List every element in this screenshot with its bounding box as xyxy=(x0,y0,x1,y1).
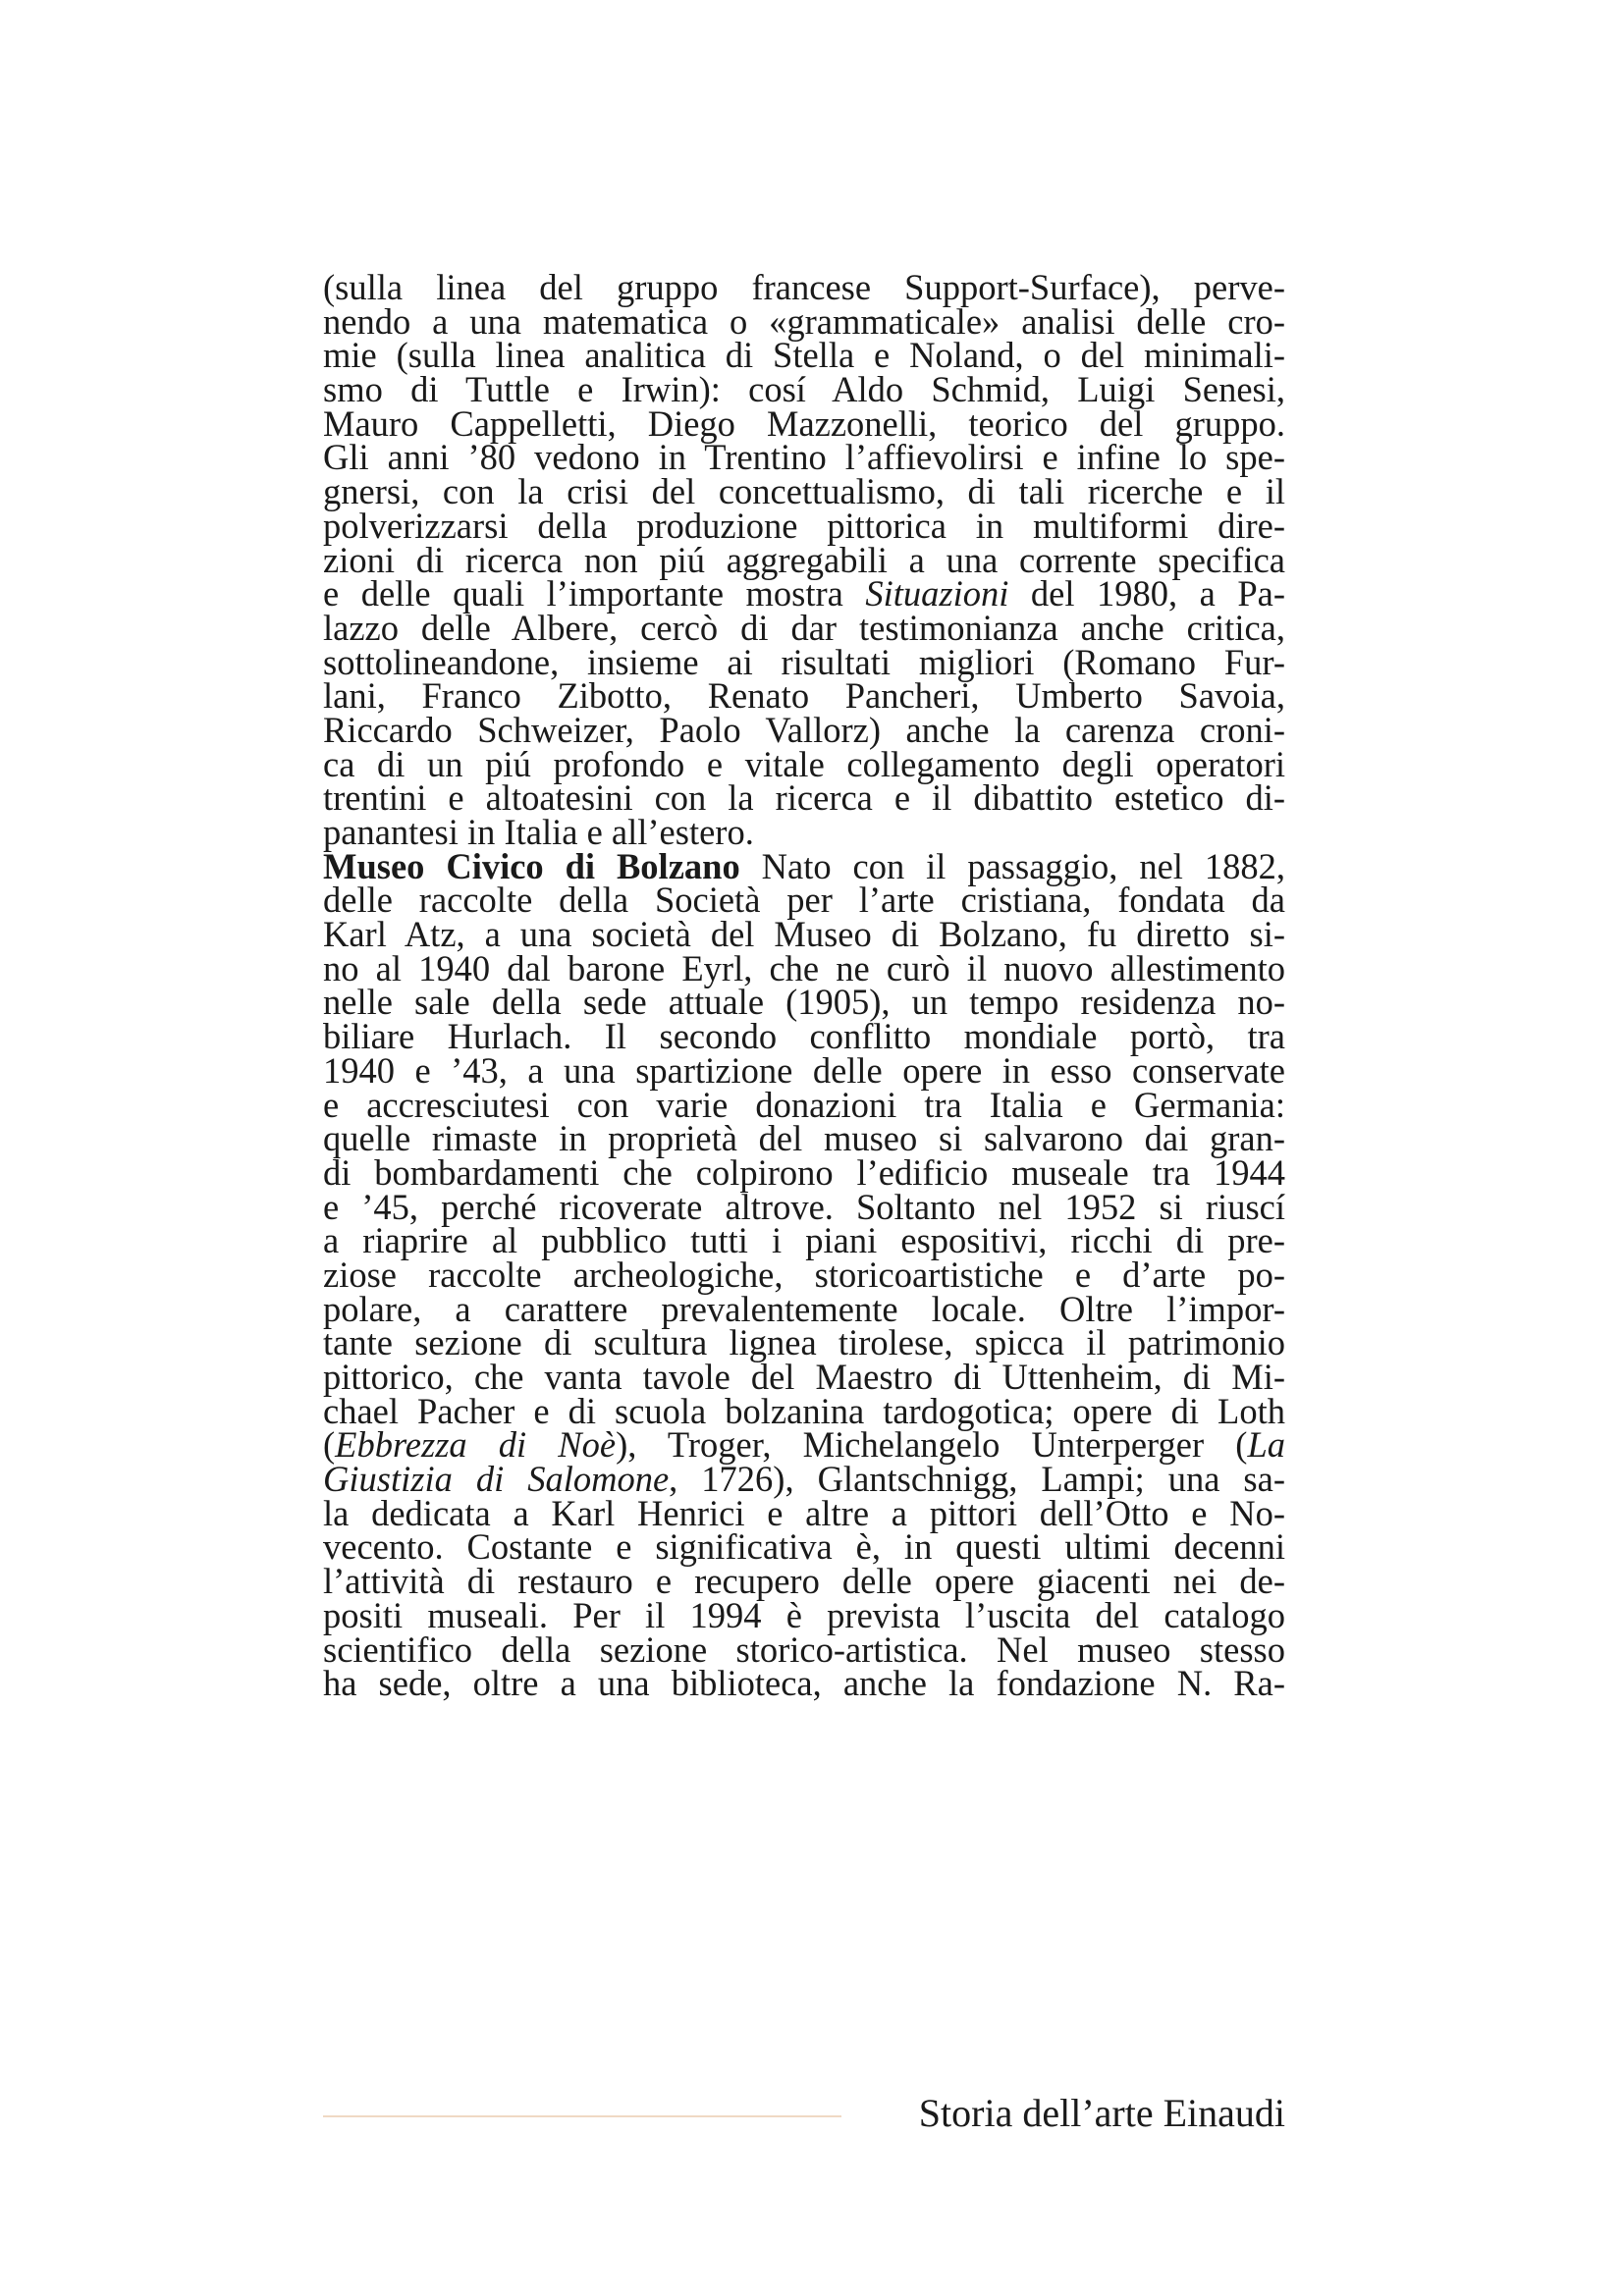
text-line xyxy=(323,300,1285,342)
italic-title: Ebbrezza di Noè xyxy=(335,1424,617,1466)
text-line xyxy=(323,1492,1285,1533)
text-segment: biliare Hurlach. Il secondo conflitto mondiale portò, tra xyxy=(323,1016,1285,1057)
entry-heading: Museo Civico di Bolzano xyxy=(323,845,740,886)
text-segment: Gli anni ’80 vedono in Trentino l’affievolirsi e infine lo spe- xyxy=(323,437,1285,478)
text-segment: panantesi in Italia e all’estero. xyxy=(323,812,754,852)
text-line xyxy=(323,1049,1285,1091)
text-line xyxy=(323,675,1285,717)
text-segment: Nato con il passaggio, nel 1882, xyxy=(739,845,1285,886)
text-segment: del 1980, a Pa- xyxy=(1008,573,1286,614)
text-segment: la dedicata a Karl Henrici e altre a pittori dell’Otto e No- xyxy=(323,1492,1285,1533)
text-segment: tante sezione di scultura lignea tirolese, spicca il patrimonio xyxy=(323,1322,1285,1363)
text-line xyxy=(323,1526,1285,1568)
text-segment: smo di Tuttle e Irwin): cosí Aldo Schmid, Luigi Senesi, xyxy=(323,369,1285,410)
text-segment: delle raccolte della Società per l’arte cristiana, fondata da xyxy=(323,880,1285,921)
text-line xyxy=(323,267,1285,307)
text-segment: Mauro Cappelletti, Diego Mazzonelli, teorico del gruppo. xyxy=(323,402,1285,444)
footer-rule xyxy=(323,2115,841,2117)
text-segment: scientifico della sezione storico-artistica. Nel museo stesso xyxy=(323,1629,1285,1670)
text-line xyxy=(323,845,1285,886)
text-segment: l’attività di restauro e recupero delle opere giacenti nei de- xyxy=(323,1561,1285,1602)
text-segment: a riaprire al pubblico tutti i piani espositivi, ricchi di pre- xyxy=(323,1220,1285,1261)
text-line xyxy=(323,1151,1285,1193)
text-line xyxy=(323,1357,1285,1397)
text-segment: positi museali. Per il 1994 è prevista l’uscita del catalogo xyxy=(323,1594,1285,1635)
text-line xyxy=(323,1220,1285,1261)
text-line xyxy=(323,1084,1285,1125)
text-line xyxy=(323,880,1285,921)
text-segment: ( xyxy=(323,1424,336,1466)
italic-title: Giustizia di Salomone xyxy=(323,1459,670,1500)
text-segment: trentini e altoatesini con la ricerca e il dibattito estetico di- xyxy=(323,777,1285,819)
text-line xyxy=(323,573,1286,614)
text-segment: sottolineandone, insieme ai risultati migliori (Romano Fur- xyxy=(323,641,1285,682)
text-segment: e delle quali l’importante mostra xyxy=(323,573,866,614)
text-line xyxy=(323,641,1285,682)
text-segment: ha sede, oltre a una biblioteca, anche la fondazione N. Ra- xyxy=(323,1663,1285,1704)
text-line xyxy=(323,1594,1285,1635)
text-segment: Karl Atz, a una società del Museo di Bolzano, fu diretto si- xyxy=(323,914,1285,955)
text-segment: mie (sulla linea analitica di Stella e Noland, o del minimali- xyxy=(323,335,1285,376)
text-segment: Riccardo Schweizer, Paolo Vallorz) anche la carenza croni- xyxy=(323,709,1285,750)
text-column xyxy=(323,267,1286,1704)
text-line xyxy=(323,402,1285,444)
text-line xyxy=(323,914,1285,955)
text-segment: gnersi, con la crisi del concettualismo, di tali ricerche e il xyxy=(323,471,1285,512)
text-line xyxy=(323,1016,1285,1057)
text-line xyxy=(323,1459,1285,1500)
text-line xyxy=(323,1186,1285,1227)
text-line xyxy=(323,369,1285,410)
text-segment: polverizzarsi della produzione pittorica in multiformi dire- xyxy=(323,505,1285,546)
text-line xyxy=(323,505,1285,546)
text-line xyxy=(323,709,1285,750)
text-segment: (sulla linea del gruppo francese Support-Surface), perve- xyxy=(323,267,1285,307)
page-body xyxy=(323,267,1286,1704)
text-line xyxy=(323,607,1285,648)
text-line xyxy=(323,437,1285,478)
text-line xyxy=(323,539,1285,580)
text-segment: ziose raccolte archeologiche, storicoartistiche e d’arte po- xyxy=(323,1254,1285,1295)
footer-title: Storia dell’arte Einaudi xyxy=(918,2091,1285,2135)
text-segment: ), Troger, Michelangelo Unterperger ( xyxy=(616,1424,1248,1466)
text-segment: nendo a una matematica o «grammaticale» analisi delle cro- xyxy=(323,300,1285,342)
text-line xyxy=(323,1629,1285,1670)
text-segment: lani, Franco Zibotto, Renato Pancheri, Umberto Savoia, xyxy=(323,675,1285,717)
text-segment: , 1726), Glantschnigg, Lampi; una sa- xyxy=(669,1459,1285,1500)
text-segment: no al 1940 dal barone Eyrl, che ne curò il nuovo allestimento xyxy=(323,947,1285,988)
text-segment: lazzo delle Albere, cercò di dar testimonianza anche critica, xyxy=(323,607,1285,648)
text-segment: e accresciutesi con varie donazioni tra Italia e Germania: xyxy=(323,1084,1285,1125)
text-line xyxy=(323,982,1285,1023)
text-segment: quelle rimaste in proprietà del museo si salvarono dai gran- xyxy=(323,1118,1285,1159)
text-line xyxy=(323,1663,1285,1704)
text-segment: 1940 e ’43, a una spartizione delle opere in esso conservate xyxy=(323,1049,1285,1091)
text-line xyxy=(323,812,1285,852)
text-line xyxy=(323,743,1285,784)
text-segment: zioni di ricerca non piú aggregabili a una corrente specifica xyxy=(323,539,1285,580)
text-line xyxy=(323,1424,1285,1466)
italic-title: Situazioni xyxy=(865,573,1009,614)
text-segment: di bombardamenti che colpirono l’edificio museale tra 1944 xyxy=(323,1151,1285,1193)
text-segment: chael Pacher e di scuola bolzanina tardogotica; opere di Loth xyxy=(323,1390,1285,1431)
text-line xyxy=(323,947,1285,988)
italic-title: La xyxy=(1247,1424,1285,1466)
text-segment: vecento. Costante e significativa è, in questi ultimi decenni xyxy=(323,1526,1285,1568)
text-line xyxy=(323,1118,1285,1159)
text-line xyxy=(323,777,1285,819)
text-line xyxy=(323,1288,1285,1329)
text-line xyxy=(323,1561,1285,1602)
text-line xyxy=(323,1254,1285,1295)
page-footer xyxy=(323,2089,1285,2138)
text-line xyxy=(323,1390,1285,1431)
text-segment: nelle sale della sede attuale (1905), un tempo residenza no- xyxy=(323,982,1285,1023)
text-segment: ca di un piú profondo e vitale collegamento degli operatori xyxy=(323,743,1285,784)
text-line xyxy=(323,1322,1285,1363)
text-segment: pittorico, che vanta tavole del Maestro di Uttenheim, di Mi- xyxy=(323,1357,1285,1397)
text-line xyxy=(323,335,1285,376)
text-segment: e ’45, perché ricoverate altrove. Soltanto nel 1952 si riuscí xyxy=(323,1186,1285,1227)
text-segment: polare, a carattere prevalentemente locale. Oltre l’impor- xyxy=(323,1288,1285,1329)
text-line xyxy=(323,471,1285,512)
